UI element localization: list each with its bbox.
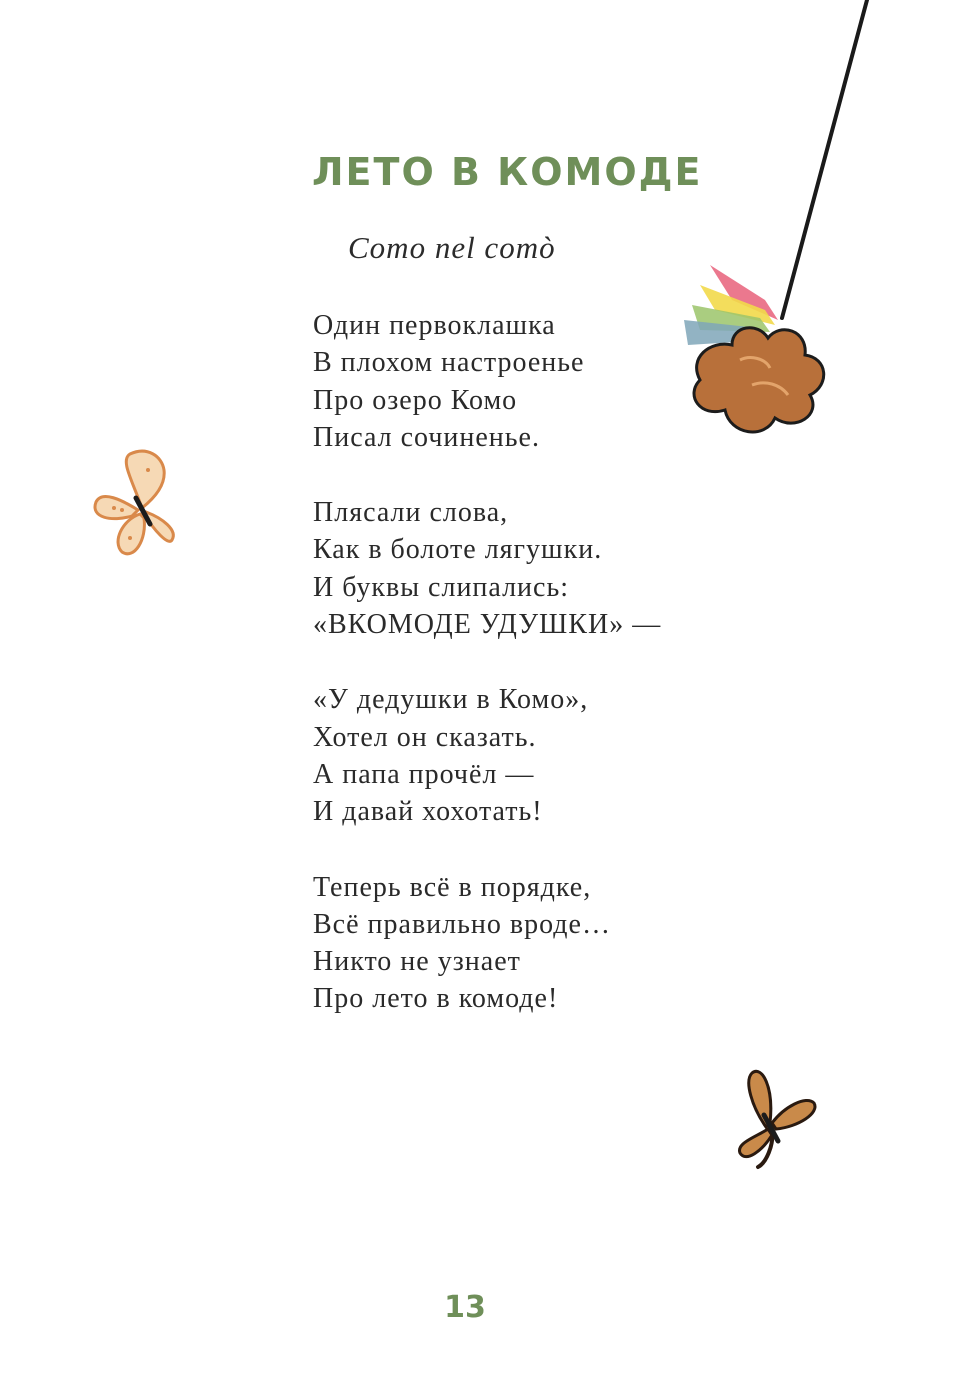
stanza bbox=[313, 681, 733, 830]
poem-title: ЛЕТО В КОМОДЕ bbox=[312, 150, 703, 194]
stanza bbox=[313, 307, 733, 456]
butterfly-icon bbox=[92, 450, 182, 560]
poem-line: Плясали слова, bbox=[313, 497, 509, 529]
poem-line: Никто не узнает bbox=[313, 946, 521, 978]
poem-line: Про озеро Комо bbox=[313, 384, 518, 416]
poem-line: «ВКОМОДЕ УДУШКИ» — bbox=[313, 609, 662, 641]
poem-line: Писал сочиненье. bbox=[313, 421, 540, 453]
poem-line: А папа прочёл — bbox=[313, 758, 535, 790]
poem-line: Про лето в комоде! bbox=[313, 983, 559, 1015]
poem-line: Хотел он сказать. bbox=[313, 721, 537, 753]
poem-line: В плохом настроенье bbox=[313, 347, 585, 379]
stanza bbox=[313, 494, 733, 643]
poem-line: И давай хохотать! bbox=[313, 796, 543, 828]
poem-subtitle: Como nel comò bbox=[348, 230, 556, 265]
poem-line: Всё правильно вроде… bbox=[313, 908, 611, 940]
poem-line: Один первоклашка bbox=[313, 310, 556, 341]
page-number: 13 bbox=[444, 1290, 486, 1325]
butterfly-icon bbox=[726, 1065, 821, 1175]
poem-line: Как в болоте лягушки. bbox=[313, 534, 603, 566]
poem-body bbox=[313, 307, 733, 1056]
poem-line: Теперь всё в порядке, bbox=[313, 871, 592, 903]
poem-line: И буквы слипались: bbox=[313, 571, 570, 603]
stanza bbox=[313, 869, 733, 1018]
poem-line: «У дедушки в Комо», bbox=[313, 684, 589, 716]
